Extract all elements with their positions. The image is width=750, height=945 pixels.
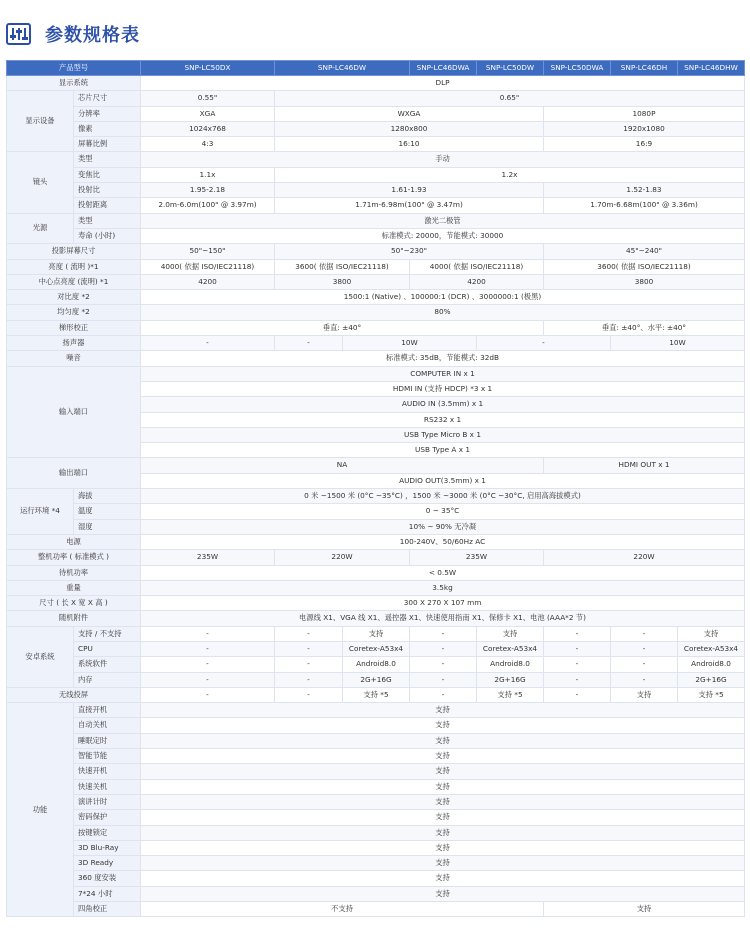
cell: 4:3	[141, 137, 275, 152]
cell: AUDIO OUT(3.5mm) x 1	[141, 473, 745, 488]
row-label: 扬声器	[7, 336, 141, 351]
table-row	[7, 91, 745, 106]
cell: Android8.0	[343, 657, 410, 672]
cell: -	[141, 672, 275, 687]
cell: 4200	[410, 274, 544, 289]
row-label: 类型	[74, 213, 141, 228]
cell: -	[275, 641, 343, 656]
table-row	[7, 733, 745, 748]
table-row	[7, 167, 745, 182]
row-label: 像素	[74, 121, 141, 136]
row-label: 直接开机	[74, 703, 141, 718]
cell: < 0.5W	[141, 565, 745, 580]
group-label: 输出端口	[7, 458, 141, 489]
cell: -	[544, 687, 611, 702]
cell: -	[410, 672, 477, 687]
table-row	[7, 840, 745, 855]
cell: -	[611, 672, 678, 687]
cell: HDMI OUT x 1	[544, 458, 745, 473]
table-row	[7, 672, 745, 687]
row-label: 按键锁定	[74, 825, 141, 840]
table-row	[7, 213, 745, 228]
cell: Coretex-A53x4	[477, 641, 544, 656]
header-row	[7, 61, 745, 76]
table-row	[7, 764, 745, 779]
cell: 50"~230"	[275, 244, 544, 259]
cell: 支持	[477, 626, 544, 641]
cell: 220W	[275, 550, 410, 565]
row-label: 快速关机	[74, 779, 141, 794]
cell: AUDIO IN (3.5mm) x 1	[141, 397, 745, 412]
group-label: 安卓系统	[7, 626, 74, 687]
table-row	[7, 749, 745, 764]
cell: 标准模式: 20000，节能模式: 30000	[141, 228, 745, 243]
table-row	[7, 489, 745, 504]
model-header: SNP-LC46DHW	[678, 61, 745, 76]
row-label: 智能节能	[74, 749, 141, 764]
cell: -	[141, 641, 275, 656]
cell: 50"~150"	[141, 244, 275, 259]
row-label: 电源	[7, 534, 141, 549]
group-label: 显示设备	[7, 91, 74, 152]
table-row	[7, 519, 745, 534]
table-row	[7, 121, 745, 136]
row-label: 类型	[74, 152, 141, 167]
model-header: SNP-LC46DH	[611, 61, 678, 76]
cell: -	[275, 657, 343, 672]
cell: 不支持	[141, 902, 544, 917]
cell: 标准模式: 35dB，节能模式: 32dB	[141, 351, 745, 366]
spec-table	[6, 60, 745, 917]
cell: WXGA	[275, 106, 544, 121]
cell: 支持	[141, 703, 745, 718]
row-label: 3D Ready	[74, 856, 141, 871]
model-header: SNP-LC50DWA	[544, 61, 611, 76]
cell: 0.65"	[275, 91, 745, 106]
model-header: SNP-LC46DWA	[410, 61, 477, 76]
cell: 支持	[678, 626, 745, 641]
cell: 80%	[141, 305, 745, 320]
table-row	[7, 886, 745, 901]
cell: 支持 *5	[678, 687, 745, 702]
cell: 支持 *5	[343, 687, 410, 702]
cell: -	[141, 336, 275, 351]
cell: 1080P	[544, 106, 745, 121]
row-label: 屏幕比例	[74, 137, 141, 152]
cell: 支持	[141, 825, 745, 840]
row-label: 海拔	[74, 489, 141, 504]
header-label: 产品型号	[7, 61, 141, 76]
group-label: 镜头	[7, 152, 74, 213]
table-row	[7, 183, 745, 198]
table-row	[7, 580, 745, 595]
cell: 2.0m-6.0m(100" @ 3.97m)	[141, 198, 275, 213]
row-label: 快速开机	[74, 764, 141, 779]
cell: 4000( 依据 ISO/IEC21118)	[141, 259, 275, 274]
table-row	[7, 794, 745, 809]
cell: 垂直: ±40°、水平: ±40°	[544, 320, 745, 335]
cell: 支持	[141, 840, 745, 855]
cell: 300 X 270 X 107 mm	[141, 596, 745, 611]
cell: -	[410, 626, 477, 641]
row-label: 支持 / 不支持	[74, 626, 141, 641]
table-row	[7, 259, 745, 274]
row-label: 噪音	[7, 351, 141, 366]
row-label: 中心点亮度 (流明) *1	[7, 274, 141, 289]
cell: -	[544, 626, 611, 641]
cell: 1500:1 (Native) 、100000:1 (DCR) 、3000000:1 (极黑)	[141, 290, 745, 305]
cell: 1.1x	[141, 167, 275, 182]
table-row	[7, 458, 745, 473]
row-label: 睡眠定时	[74, 733, 141, 748]
row-label: 无线投屏	[7, 687, 141, 702]
model-header: SNP-LC46DW	[275, 61, 410, 76]
cell: 0 米 ~1500 米 (0°C ~35°C) ，1500 米 ~3000 米 (0°C ~30°C, 启用高海拔模式)	[141, 489, 745, 504]
model-header: SNP-LC50DX	[141, 61, 275, 76]
table-row	[7, 336, 745, 351]
cell: DLP	[141, 76, 745, 91]
row-label: 温度	[74, 504, 141, 519]
page-title: 参数规格表	[45, 25, 140, 46]
table-row	[7, 351, 745, 366]
cell: 4000( 依据 ISO/IEC21118)	[410, 259, 544, 274]
cell: 激光二极管	[141, 213, 745, 228]
cell: 电源线 X1、VGA 线 X1、遥控器 X1、快速使用指南 X1、保修卡 X1、电池 (AAA*2 节)	[141, 611, 745, 626]
row-label: CPU	[74, 641, 141, 656]
table-row	[7, 274, 745, 289]
row-label: 投射比	[74, 183, 141, 198]
table-row	[7, 76, 745, 91]
cell: -	[141, 687, 275, 702]
cell: 支持	[141, 733, 745, 748]
table-row	[7, 902, 745, 917]
table-row	[7, 687, 745, 702]
cell: USB Type Micro B x 1	[141, 427, 745, 442]
table-row	[7, 366, 745, 381]
row-label: 梯形校正	[7, 320, 141, 335]
table-row	[7, 106, 745, 121]
cell: XGA	[141, 106, 275, 121]
cell: HDMI IN (支持 HDCP) *3 x 1	[141, 381, 745, 396]
cell: 2G+16G	[477, 672, 544, 687]
row-label: 演讲计时	[74, 794, 141, 809]
cell: -	[477, 336, 611, 351]
cell: -	[410, 641, 477, 656]
cell: 支持	[141, 779, 745, 794]
row-label: 湿度	[74, 519, 141, 534]
cell: 16:9	[544, 137, 745, 152]
cell: -	[141, 626, 275, 641]
row-label: 系统软件	[74, 657, 141, 672]
title-bar	[6, 21, 140, 47]
table-row	[7, 657, 745, 672]
cell: Coretex-A53x4	[343, 641, 410, 656]
cell: -	[611, 626, 678, 641]
table-row	[7, 534, 745, 549]
table-row	[7, 290, 745, 305]
table-row	[7, 703, 745, 718]
cell: 支持	[141, 718, 745, 733]
row-label: 均匀度 *2	[7, 305, 141, 320]
cell: -	[141, 657, 275, 672]
table-row	[7, 641, 745, 656]
cell: 10W	[611, 336, 745, 351]
cell: 45"~240"	[544, 244, 745, 259]
table-row	[7, 626, 745, 641]
row-label: 亮度 ( 流明 )*1	[7, 259, 141, 274]
cell: 支持	[544, 902, 745, 917]
table-row	[7, 504, 745, 519]
cell: 1.2x	[275, 167, 745, 182]
cell: 3800	[544, 274, 745, 289]
cell: -	[611, 641, 678, 656]
cell: 支持	[141, 871, 745, 886]
cell: 1.61-1.93	[275, 183, 544, 198]
cell: 手动	[141, 152, 745, 167]
table-row	[7, 152, 745, 167]
cell: 4200	[141, 274, 275, 289]
cell: 支持	[141, 794, 745, 809]
row-label: 分辨率	[74, 106, 141, 121]
cell: 235W	[141, 550, 275, 565]
cell: 2G+16G	[343, 672, 410, 687]
cell: 垂直: ±40°	[141, 320, 544, 335]
cell: 1280x800	[275, 121, 544, 136]
cell: 支持	[141, 749, 745, 764]
row-label: 投射距离	[74, 198, 141, 213]
table-row	[7, 137, 745, 152]
table-row	[7, 718, 745, 733]
cell: 10W	[343, 336, 477, 351]
row-label: 四角校正	[74, 902, 141, 917]
cell: 220W	[544, 550, 745, 565]
cell: 3600( 依据 ISO/IEC21118)	[544, 259, 745, 274]
cell: -	[410, 657, 477, 672]
cell: Coretex-A53x4	[678, 641, 745, 656]
table-row	[7, 565, 745, 580]
table-row	[7, 856, 745, 871]
cell: 100-240V、50/60Hz AC	[141, 534, 745, 549]
cell: -	[275, 336, 343, 351]
cell: 3600( 依据 ISO/IEC21118)	[275, 259, 410, 274]
cell: USB Type A x 1	[141, 443, 745, 458]
row-label: 尺寸 ( 长 X 宽 X 高 )	[7, 596, 141, 611]
group-label: 运行环境 *4	[7, 489, 74, 535]
row-label: 重量	[7, 580, 141, 595]
cell: 支持	[141, 856, 745, 871]
row-label: 对比度 *2	[7, 290, 141, 305]
table-row	[7, 320, 745, 335]
cell: Android8.0	[477, 657, 544, 672]
table-row	[7, 228, 745, 243]
cell: -	[544, 672, 611, 687]
table-row	[7, 305, 745, 320]
row-label: 显示系统	[7, 76, 141, 91]
row-label: 寿命 (小时)	[74, 228, 141, 243]
cell: -	[275, 626, 343, 641]
row-label: 随机附件	[7, 611, 141, 626]
cell: NA	[141, 458, 544, 473]
table-row	[7, 198, 745, 213]
cell: COMPUTER IN x 1	[141, 366, 745, 381]
cell: 10% ~ 90% 无冷凝	[141, 519, 745, 534]
cell: 2G+16G	[678, 672, 745, 687]
cell: 1.95-2.18	[141, 183, 275, 198]
row-label: 3D Blu-Ray	[74, 840, 141, 855]
cell: 支持	[141, 810, 745, 825]
group-label: 功能	[7, 703, 74, 917]
row-label: 密码保护	[74, 810, 141, 825]
cell: 支持 *5	[477, 687, 544, 702]
table-row	[7, 825, 745, 840]
cell: 支持	[141, 886, 745, 901]
row-label: 投影屏幕尺寸	[7, 244, 141, 259]
cell: Android8.0	[678, 657, 745, 672]
cell: 3800	[275, 274, 410, 289]
cell: 支持	[343, 626, 410, 641]
row-label: 360 度安装	[74, 871, 141, 886]
table-row	[7, 550, 745, 565]
cell: -	[544, 641, 611, 656]
cell: -	[275, 687, 343, 702]
row-label: 7*24 小时	[74, 886, 141, 901]
cell: -	[275, 672, 343, 687]
cell: 1024x768	[141, 121, 275, 136]
cell: 1.71m-6.98m(100" @ 3.47m)	[275, 198, 544, 213]
model-header: SNP-LC50DW	[477, 61, 544, 76]
cell: 支持	[611, 687, 678, 702]
row-label: 芯片尺寸	[74, 91, 141, 106]
cell: -	[410, 687, 477, 702]
table-row	[7, 871, 745, 886]
row-label: 整机功率 ( 标准模式 )	[7, 550, 141, 565]
cell: -	[544, 657, 611, 672]
table-row	[7, 810, 745, 825]
sliders-icon	[6, 23, 31, 45]
table-row	[7, 244, 745, 259]
cell: 1920x1080	[544, 121, 745, 136]
row-label: 内存	[74, 672, 141, 687]
cell: 16:10	[275, 137, 544, 152]
row-label: 变焦比	[74, 167, 141, 182]
cell: 3.5kg	[141, 580, 745, 595]
cell: 0 ~ 35°C	[141, 504, 745, 519]
cell: 0.55"	[141, 91, 275, 106]
cell: 1.52-1.83	[544, 183, 745, 198]
cell: RS232 x 1	[141, 412, 745, 427]
cell: 1.70m-6.68m(100" @ 3.36m)	[544, 198, 745, 213]
table-row	[7, 779, 745, 794]
row-label: 待机功率	[7, 565, 141, 580]
group-label: 输入端口	[7, 366, 141, 458]
table-row	[7, 611, 745, 626]
cell: 235W	[410, 550, 544, 565]
group-label: 光源	[7, 213, 74, 244]
cell: 支持	[141, 764, 745, 779]
cell: -	[611, 657, 678, 672]
table-row	[7, 596, 745, 611]
row-label: 自动关机	[74, 718, 141, 733]
